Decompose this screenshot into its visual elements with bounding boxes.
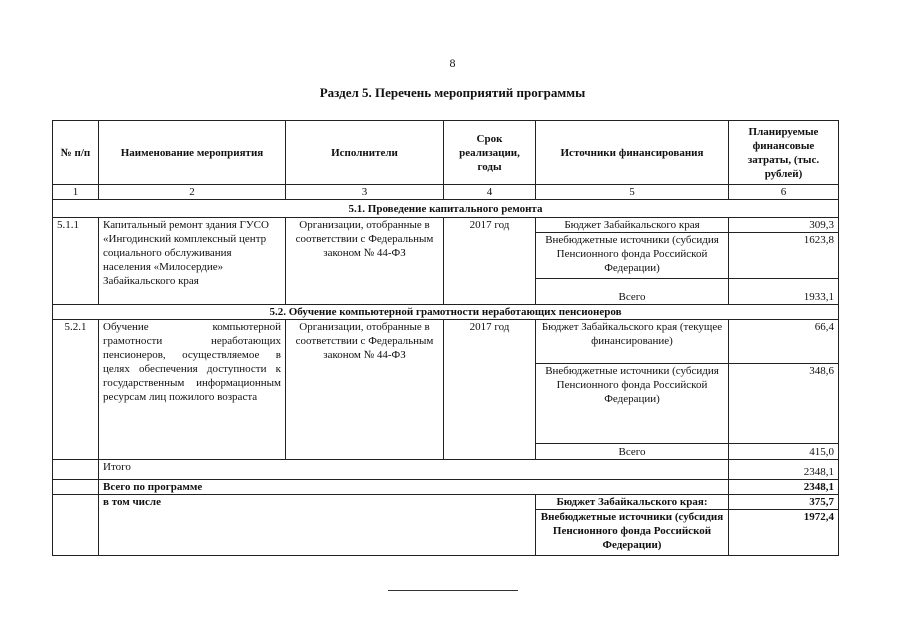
header-sources: Источники финансирования xyxy=(536,121,729,185)
footer-rule xyxy=(388,590,518,591)
item-term: 2017 год xyxy=(444,320,536,460)
item-executors: Организации, отобранные в соответствии с Федеральным законом № 44-ФЗ xyxy=(286,218,444,305)
source-budget: Бюджет Забайкальского края xyxy=(536,218,729,233)
column-number: 3 xyxy=(286,185,444,200)
header-term: Срок реализации, годы xyxy=(444,121,536,185)
itogo-row xyxy=(53,460,839,480)
program-total-label: Всего по программе xyxy=(99,480,729,495)
total-value: 1933,1 xyxy=(729,279,839,305)
table-row xyxy=(53,218,839,233)
extrabudget-value: 1972,4 xyxy=(729,510,839,556)
program-measures-table xyxy=(52,120,839,556)
including-label: в том числе xyxy=(99,495,536,556)
program-total-row xyxy=(53,480,839,495)
column-number: 4 xyxy=(444,185,536,200)
table-row xyxy=(53,320,839,364)
header-num: № п/п xyxy=(53,121,99,185)
budget-label: Бюджет Забайкальского края: xyxy=(536,495,729,510)
item-executors: Организации, отобранные в соответствии с Федеральным законом № 44-ФЗ xyxy=(286,320,444,460)
total-label: Всего xyxy=(536,279,729,305)
item-name: Капитальный ремонт здания ГУСО «Ингодинский комплексный центр социального обслуживания населения «Милосердие» Забайкальского края xyxy=(99,218,286,305)
column-number: 6 xyxy=(729,185,839,200)
item-num: 5.2.1 xyxy=(53,320,99,460)
column-number: 2 xyxy=(99,185,286,200)
section-1-title: 5.1. Проведение капитального ремонта xyxy=(53,200,839,218)
section-row xyxy=(53,200,839,218)
item-name: Обучение компьютерной грамотности неработающих пенсионеров, осуществляемое в целях обеспечения доступности к государственным информационным ресурсам лиц пожилого возраста xyxy=(99,320,286,460)
source-extrabudget: Внебюджетные источники (субсидия Пенсионного фонда Российской Федерации) xyxy=(536,364,729,444)
section-row xyxy=(53,305,839,320)
source-budget: Бюджет Забайкальского края (текущее финансирование) xyxy=(536,320,729,364)
column-number-row xyxy=(53,185,839,200)
itogo-value: 2348,1 xyxy=(729,460,839,480)
value-budget: 66,4 xyxy=(729,320,839,364)
program-total-value: 2348,1 xyxy=(729,480,839,495)
value-extrabudget: 348,6 xyxy=(729,364,839,444)
item-num: 5.1.1 xyxy=(53,218,99,305)
header-costs: Планируемые финансовые затраты, (тыс. рублей) xyxy=(729,121,839,185)
column-number: 1 xyxy=(53,185,99,200)
including-row xyxy=(53,495,839,510)
column-number: 5 xyxy=(536,185,729,200)
header-executors: Исполнители xyxy=(286,121,444,185)
value-budget: 309,3 xyxy=(729,218,839,233)
value-extrabudget: 1623,8 xyxy=(729,233,839,279)
page-number: 8 xyxy=(449,56,456,70)
table-header-row xyxy=(53,121,839,185)
extrabudget-label: Внебюджетные источники (субсидия Пенсионного фонда Российской Федерации) xyxy=(536,510,729,556)
total-label: Всего xyxy=(536,444,729,460)
budget-value: 375,7 xyxy=(729,495,839,510)
total-value: 415,0 xyxy=(729,444,839,460)
section-2-title: 5.2. Обучение компьютерной грамотности неработающих пенсионеров xyxy=(53,305,839,320)
section-title: Раздел 5. Перечень мероприятий программы xyxy=(319,85,586,100)
itogo-label: Итого xyxy=(99,460,729,480)
header-name: Наименование мероприятия xyxy=(99,121,286,185)
item-term: 2017 год xyxy=(444,218,536,305)
source-extrabudget: Внебюджетные источники (субсидия Пенсионного фонда Российской Федерации) xyxy=(536,233,729,279)
